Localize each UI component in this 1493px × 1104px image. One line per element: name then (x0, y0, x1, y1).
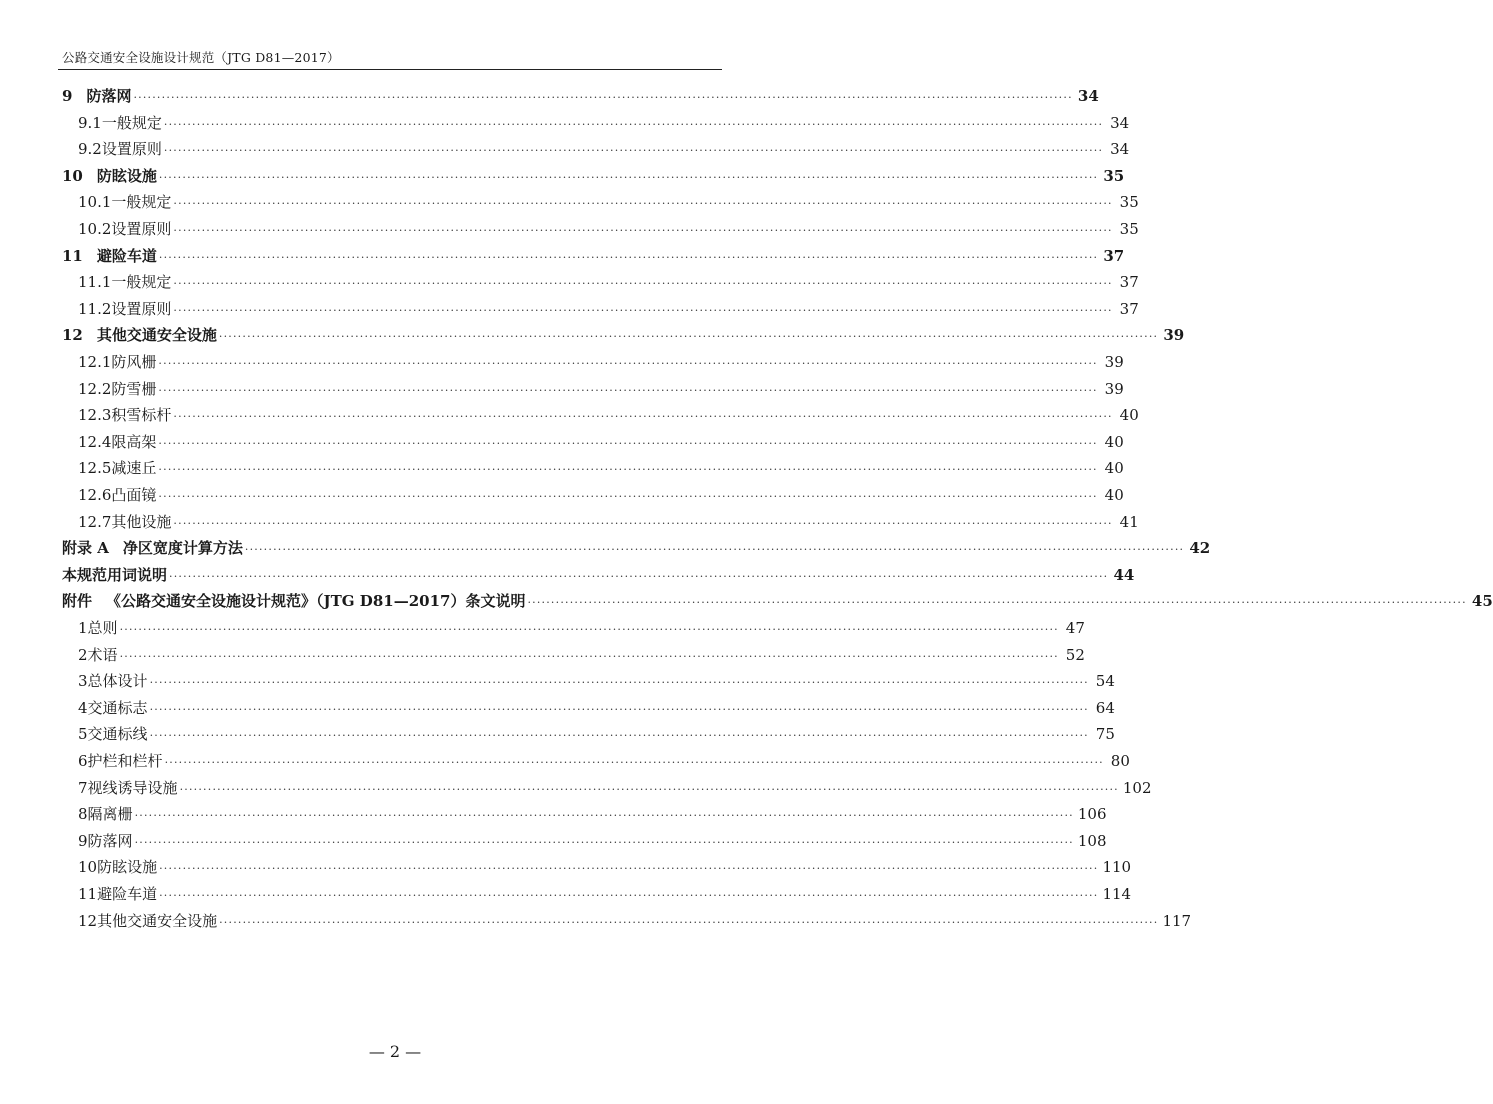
toc-entry[interactable] (78, 776, 1152, 800)
toc-entry[interactable] (62, 244, 1125, 268)
toc-entry-number: 10.1 (78, 193, 112, 212)
toc-entry[interactable] (78, 696, 1115, 720)
toc-entry-title: 一般规定 (101, 113, 162, 132)
dot-leader: ········································································································································································································ (173, 224, 1113, 237)
toc-entry-number: 10.2 (78, 220, 112, 238)
toc-entry-page: 40 (1104, 486, 1124, 504)
dot-leader: ········································································································································································································ (149, 676, 1089, 690)
toc-entry-title: 避险车道 (96, 246, 157, 265)
toc-entry-title: 防落网 (86, 87, 132, 105)
dot-leader: ········································································································································································································ (244, 543, 1185, 557)
toc-entry-page: 45 (1471, 592, 1493, 611)
toc-entry-number: 8 (78, 805, 88, 824)
dot-leader: ········································································································································································································ (173, 516, 1113, 530)
toc-entry[interactable] (78, 510, 1139, 534)
dot-leader: ········································································································································································································ (179, 782, 1119, 796)
toc-entry[interactable] (62, 563, 1135, 587)
dot-leader: ········································································································································································································ (133, 91, 1073, 104)
toc-entry[interactable] (62, 589, 1493, 613)
toc-entry-page: 37 (1119, 273, 1139, 292)
toc-entry-title: 总体设计 (87, 672, 148, 691)
toc-entry-title: 交通标志 (87, 698, 148, 717)
toc-entry-number: 9 (78, 831, 88, 850)
toc-entry-title: 防落网 (87, 831, 133, 850)
dot-leader: ········································································································································································································ (173, 197, 1113, 211)
toc-entry-page: 42 (1189, 539, 1211, 558)
toc-entry-number: 12.3 (78, 406, 112, 425)
toc-entry-number: 7 (78, 778, 88, 797)
toc-entry-page: 117 (1162, 911, 1192, 930)
toc-entry-title: 一般规定 (111, 193, 172, 212)
dot-leader: ········································································································································································································ (159, 889, 1099, 902)
toc-entry-title: 净区宽度计算方法 (122, 539, 243, 558)
dot-leader: ········································································································································································································ (219, 915, 1159, 929)
toc-entry-number: 5 (78, 725, 88, 744)
toc-entry-page: 52 (1065, 645, 1085, 664)
dot-leader: ········································································································································································································ (134, 809, 1074, 823)
toc-entry-title: 防眩设施 (96, 166, 157, 185)
toc-entry-page: 47 (1065, 619, 1085, 637)
toc-entry-number: 12 (62, 326, 83, 345)
toc-entry-page: 34 (1110, 113, 1130, 132)
toc-entry-page: 106 (1077, 805, 1107, 824)
toc-entry[interactable] (78, 882, 1132, 906)
toc-entry-title: 视线诱导设施 (87, 778, 178, 797)
toc-entry[interactable] (78, 909, 1192, 933)
toc-entry[interactable] (62, 164, 1125, 188)
toc-entry-title: 限高架 (111, 432, 157, 451)
dot-leader: ········································································································································································································ (158, 490, 1098, 503)
dot-leader: ········································································································································································································ (119, 623, 1059, 636)
toc-entry[interactable] (78, 456, 1124, 480)
toc-entry-page: 40 (1119, 406, 1139, 425)
dot-leader: ········································································································································································································ (218, 330, 1159, 344)
toc-entry-page: 64 (1095, 698, 1115, 717)
toc-entry-page: 40 (1104, 432, 1124, 451)
toc-entry-title: 其他交通安全设施 (97, 911, 218, 930)
toc-entry-title: 减速丘 (111, 459, 157, 478)
toc-entry-title: 设置原则 (111, 220, 172, 238)
toc-entry-number: 附件 (62, 592, 93, 611)
toc-entry[interactable] (78, 377, 1124, 401)
dot-leader: ········································································································································································································ (158, 250, 1099, 264)
toc-entry-number: 12.1 (78, 353, 112, 371)
toc-entry-number: 12.2 (78, 379, 112, 398)
toc-entry-page: 39 (1163, 326, 1185, 345)
toc-entry[interactable] (78, 403, 1139, 427)
dot-leader: ········································································································································································································ (149, 702, 1089, 716)
toc-entry-number: 11.2 (78, 299, 112, 318)
toc-entry-number: 11.1 (78, 273, 112, 292)
toc-entry-page: 114 (1102, 885, 1132, 903)
toc-entry[interactable] (78, 270, 1139, 294)
toc-entry[interactable] (62, 323, 1185, 347)
toc-entry[interactable] (78, 483, 1124, 507)
toc-entry-title: 避险车道 (97, 885, 158, 903)
dot-leader: ········································································································································································································ (163, 117, 1104, 131)
toc-entry[interactable] (78, 616, 1085, 640)
dot-leader: ········································································································································································································ (173, 410, 1113, 424)
toc-entry-title: 其他交通安全设施 (96, 326, 217, 345)
toc-entry-page: 35 (1119, 220, 1139, 238)
toc-entry-number: 9.1 (78, 113, 102, 132)
dot-leader: ········································································································································································································ (163, 144, 1104, 158)
dot-leader: ········································································································································································································ (149, 729, 1089, 743)
toc-entry-title: 积雪标杆 (111, 406, 172, 425)
toc-entry-title: 防眩设施 (97, 858, 158, 877)
toc-entry-page: 41 (1119, 512, 1139, 531)
toc-entry-page: 44 (1113, 565, 1135, 584)
toc-entry-page: 34 (1077, 87, 1099, 105)
dot-leader: ········································································································································································································ (173, 303, 1113, 317)
toc-entry-number: 6 (78, 752, 88, 770)
toc-entry-number: 11 (78, 885, 98, 903)
toc-entry-number: 2 (78, 645, 88, 664)
toc-entry-number: 9 (62, 87, 73, 105)
toc-entry-page: 37 (1119, 299, 1139, 318)
toc-entry-number: 11 (62, 246, 83, 265)
dot-leader: ········································································································································································································ (134, 835, 1074, 849)
dot-leader: ········································································································································································································ (173, 277, 1113, 291)
toc-entry-page: 34 (1110, 140, 1130, 159)
dot-leader: ········································································································································································································ (164, 756, 1104, 769)
toc-entry[interactable] (78, 217, 1139, 241)
toc-entry-title: 总则 (87, 619, 118, 637)
toc-entry-title: 隔离栅 (87, 805, 133, 824)
toc-entry-page: 39 (1104, 353, 1124, 371)
running-header: 公路交通安全设施设计规范（JTG D81—2017） (62, 50, 340, 65)
toc-entry-title: 本规范用词说明 (62, 565, 168, 584)
toc-entry-page: 110 (1102, 858, 1132, 877)
toc-entry-number: 12.7 (78, 512, 112, 531)
toc-entry-title: 术语 (87, 645, 118, 664)
toc-entry[interactable] (78, 111, 1130, 135)
toc-entry-number: 12.4 (78, 432, 112, 451)
toc-entry-title: 防风栅 (111, 353, 157, 371)
page-number: — 2 — (368, 1042, 422, 1061)
dot-leader: ········································································································································································································ (119, 649, 1059, 663)
toc-entry-page: 102 (1122, 778, 1152, 797)
toc-entry-number: 附录 A (62, 539, 109, 558)
toc-entry-number: 12 (78, 911, 98, 930)
header-rule (58, 69, 722, 70)
toc-entry-page: 108 (1077, 831, 1107, 850)
toc-entry-page: 75 (1095, 725, 1115, 744)
toc-entry-number: 1 (78, 619, 88, 637)
toc-entry-number: 4 (78, 698, 88, 717)
dot-leader: ········································································································································································································ (158, 170, 1099, 184)
toc-entry-page: 37 (1103, 246, 1125, 265)
toc-entry-title: 其他设施 (111, 512, 172, 531)
toc-entry[interactable] (78, 430, 1124, 454)
toc-entry[interactable] (78, 137, 1130, 161)
toc-entry[interactable] (78, 643, 1085, 667)
toc-entry[interactable] (78, 350, 1124, 374)
dot-leader: ········································································································································································································ (527, 596, 1467, 610)
dot-leader: ········································································································································································································ (158, 357, 1098, 370)
toc-entry-page: 39 (1104, 379, 1124, 398)
toc-entry[interactable] (78, 802, 1107, 826)
dot-leader: ········································································································································································································ (158, 383, 1098, 397)
toc-entry-number: 12.6 (78, 486, 112, 504)
toc-entry-page: 54 (1095, 672, 1115, 691)
dot-leader: ········································································································································································································ (158, 463, 1098, 477)
toc-entry[interactable] (78, 669, 1115, 693)
dot-leader: ········································································································································································································ (159, 862, 1099, 876)
toc-entry-page: 40 (1104, 459, 1124, 478)
toc-entry-number: 9.2 (78, 140, 102, 159)
toc-entry-page: 35 (1103, 166, 1125, 185)
toc-entry-title: 凸面镜 (111, 486, 157, 504)
toc-entry[interactable] (78, 722, 1115, 746)
toc-entry-title: 《公路交通安全设施设计规范》（JTG D81—2017）条文说明 (106, 592, 526, 611)
toc-entry[interactable] (78, 829, 1107, 853)
toc-entry-title: 护栏和栏杆 (87, 752, 163, 770)
toc-entry[interactable] (62, 84, 1099, 108)
toc-entry-page: 80 (1110, 752, 1130, 770)
toc-entry-number: 10 (62, 166, 83, 185)
toc-entry-title: 设置原则 (111, 299, 172, 318)
toc-entry-page: 35 (1119, 193, 1139, 212)
dot-leader: ········································································································································································································ (158, 436, 1098, 450)
toc-entry[interactable] (78, 855, 1132, 879)
toc-entry-title: 交通标线 (87, 725, 148, 744)
toc-entry[interactable] (78, 749, 1130, 773)
toc-entry[interactable] (78, 297, 1139, 321)
toc-entry[interactable] (78, 190, 1139, 214)
toc-entry-title: 一般规定 (111, 273, 172, 292)
toc-entry-number: 12.5 (78, 459, 112, 478)
dot-leader: ········································································································································································································ (169, 569, 1109, 583)
toc-entry-number: 3 (78, 672, 88, 691)
toc-entry-number: 10 (78, 858, 98, 877)
toc-entry-title: 设置原则 (101, 140, 162, 159)
toc-entry[interactable] (62, 536, 1211, 560)
toc-entry-title: 防雪栅 (111, 379, 157, 398)
